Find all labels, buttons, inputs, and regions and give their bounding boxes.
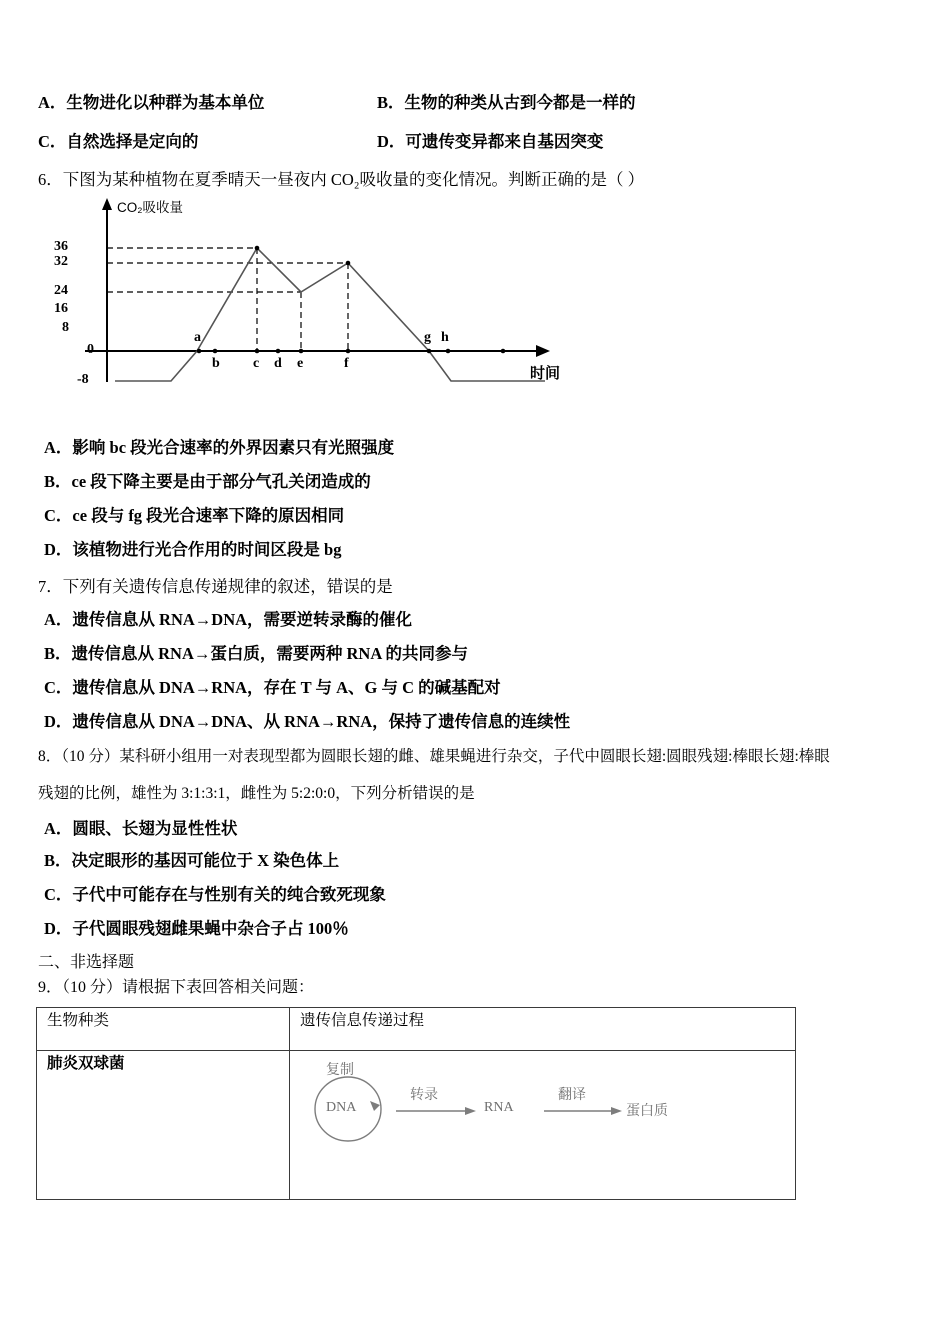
xlabel-e: e — [297, 356, 304, 371]
table-header-species-label: 生物种类 — [47, 1012, 110, 1029]
peak-c — [255, 246, 260, 251]
ytick-32: 32 — [54, 254, 68, 269]
x-axis-label: 时间 — [530, 365, 561, 382]
q8-option-a: A．圆眼、长翅为显性性状 — [44, 819, 238, 838]
q7-stem: 7．下列有关遗传信息传递规律的叙述，错误的是 — [38, 577, 393, 596]
q5-option-c: C．自然选择是定向的 — [38, 132, 199, 151]
protein-label: 蛋白质 — [626, 1104, 668, 1119]
co2-curve — [115, 248, 545, 381]
ytick-8: 8 — [62, 320, 69, 335]
q8-option-b: B．决定眼形的基因可能位于 X 染色体上 — [44, 851, 340, 870]
y-axis-label: CO₂吸收量 — [117, 200, 183, 215]
q6-option-c: C．ce 段与 fg 段光合速率下降的原因相同 — [44, 506, 345, 525]
transcription-label: 转录 — [410, 1088, 438, 1103]
marker-b — [213, 349, 218, 354]
ytick-16: 16 — [54, 301, 68, 316]
chart-svg — [45, 196, 605, 391]
genetic-info-table — [36, 1007, 796, 1200]
ytick-minus8: -8 — [77, 372, 89, 387]
q7-option-d: D．遗传信息从 DNA→DNA、从 RNA→RNA，保持了遗传信息的连续性 — [44, 712, 571, 731]
central-dogma-svg — [296, 1051, 756, 1161]
central-dogma-diagram-wrapper — [290, 1051, 795, 1199]
x-axis-arrow — [536, 345, 550, 357]
section2-heading: 二、非选择题 — [38, 954, 135, 971]
marker-a — [197, 349, 202, 354]
q6-option-a: A．影响 bc 段光合速率的外界因素只有光照强度 — [44, 438, 395, 457]
ytick-36: 36 — [54, 239, 68, 254]
marker-f — [346, 349, 351, 354]
translation-arrowhead — [611, 1107, 622, 1115]
xlabel-b: b — [212, 356, 220, 371]
marker-extra — [501, 349, 506, 354]
q7-option-a: A．遗传信息从 RNA→DNA，需要逆转录酶的催化 — [44, 610, 413, 629]
peak-f — [346, 261, 351, 266]
replication-label: 复制 — [326, 1063, 354, 1078]
replication-arrowhead — [370, 1101, 380, 1111]
table-header-cell-process — [290, 1008, 796, 1051]
marker-d — [276, 349, 281, 354]
q8-option-d: D．子代圆眼残翅雌果蝇中杂合子占 100％ — [44, 919, 349, 938]
table-cell-species — [37, 1051, 290, 1200]
species-name: 肺炎双球菌 — [47, 1055, 125, 1072]
ytick-0: 0 — [87, 342, 94, 357]
xlabel-g: g — [424, 330, 431, 345]
q5-option-a: A．生物进化以种群为基本单位 — [38, 93, 265, 112]
q5-option-d: D．可遗传变异都来自基因突变 — [377, 132, 604, 151]
xlabel-a: a — [194, 330, 201, 345]
q9-stem: 9．（10 分）请根据下表回答相关问题： — [38, 979, 315, 996]
central-dogma-diagram — [296, 1051, 756, 1161]
q6-option-b: B．ce 段下降主要是由于部分气孔关闭造成的 — [44, 472, 371, 491]
q8-stem-line2: 残翅的比例，雄性为 3:1:3:1，雌性为 5:2:0:0，下列分析错误的是 — [38, 785, 475, 802]
table-header-process-label: 遗传信息传递过程 — [300, 1012, 425, 1029]
xlabel-c: c — [253, 356, 260, 371]
table-row — [37, 1051, 796, 1200]
q5-option-b: B．生物的种类从古到今都是一样的 — [377, 93, 636, 112]
transcription-arrowhead — [465, 1107, 476, 1115]
co2-uptake-line-chart — [45, 196, 605, 391]
marker-c — [255, 349, 260, 354]
table-header-row — [37, 1008, 796, 1051]
q7-option-b: B．遗传信息从 RNA→蛋白质，需要两种 RNA 的共同参与 — [44, 644, 468, 663]
xlabel-f: f — [344, 356, 349, 371]
table-header-cell-species — [37, 1008, 290, 1051]
xlabel-h: h — [441, 330, 449, 345]
q6-stem: 6．下图为某种植物在夏季晴天一昼夜内 CO₂吸收量的变化情况。判断正确的是（ ） — [38, 170, 645, 189]
marker-h — [446, 349, 451, 354]
table-cell-process-diagram — [290, 1051, 796, 1200]
rna-label: RNA — [484, 1100, 514, 1115]
q8-option-c: C．子代中可能存在与性别有关的纯合致死现象 — [44, 885, 386, 904]
q6-option-d: D．该植物进行光合作用的时间区段是 bg — [44, 540, 342, 559]
marker-e — [299, 349, 304, 354]
q8-stem-line1: 8．（10 分）某科研小组用一对表现型都为圆眼长翅的雌、雄果蝇进行杂交，子代中圆眼长翅:圆眼残翅:棒眼长翅:棒眼 — [38, 748, 830, 765]
translation-label: 翻译 — [558, 1088, 586, 1103]
q7-option-c: C．遗传信息从 DNA→RNA，存在 T 与 A、G 与 C 的碱基配对 — [44, 678, 501, 697]
marker-g — [427, 349, 432, 354]
ytick-24: 24 — [54, 283, 68, 298]
y-axis-arrow — [102, 198, 112, 210]
xlabel-d: d — [274, 356, 282, 371]
dna-label: DNA — [326, 1100, 357, 1115]
